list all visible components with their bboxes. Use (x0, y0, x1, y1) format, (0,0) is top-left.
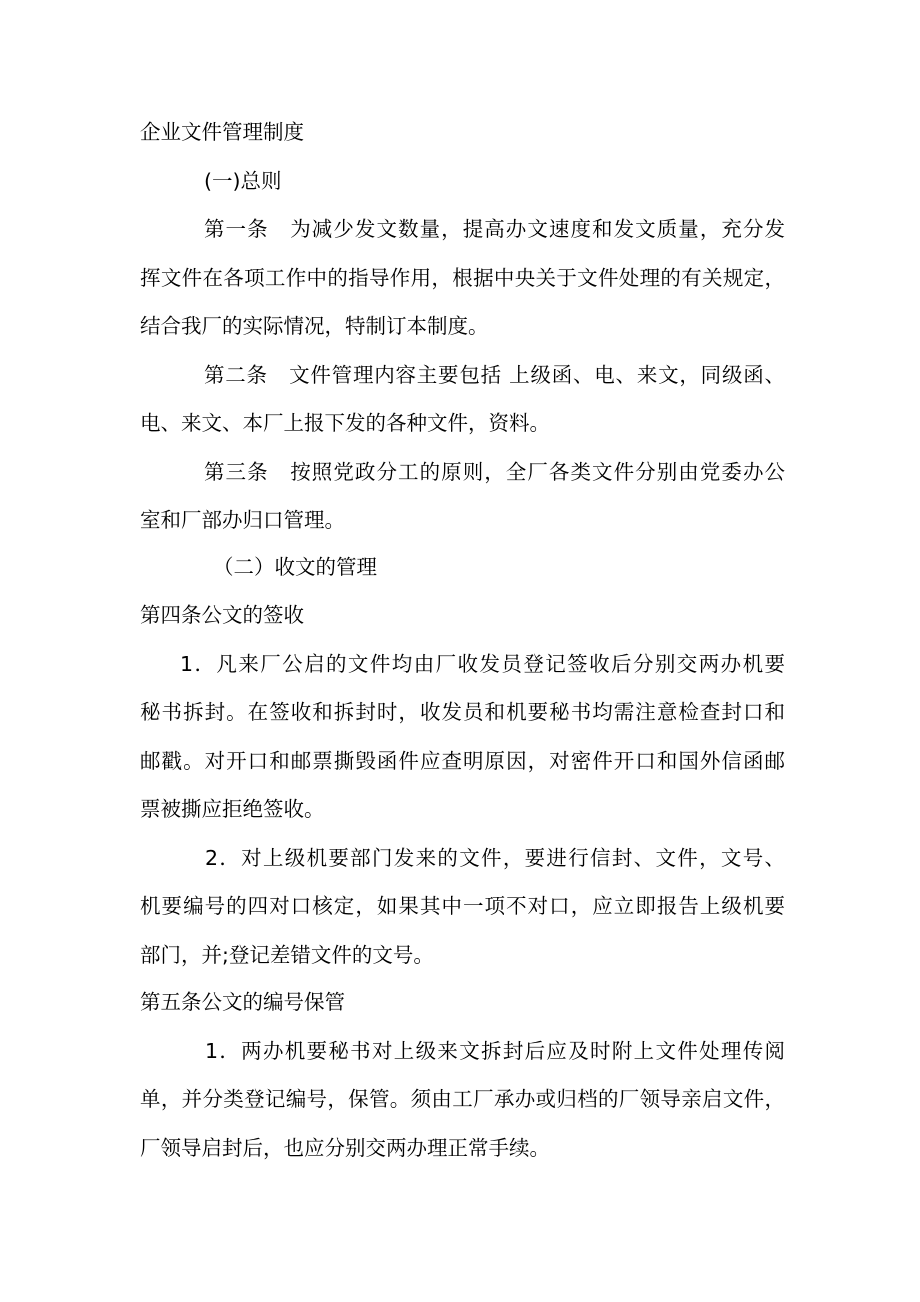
article-5-item-1-line-2: 单，并分类登记编号，保管。须由工厂承办或归档的厂领导亲启文件， (140, 1087, 785, 1111)
section-heading-general: (一)总则 (204, 169, 282, 193)
article-4-item-2-line-2: 机要编号的四对口核定，如果其中一项不对口，应立即报告上级机要 (140, 894, 785, 918)
article-3-line-1: 第三条 按照党政分工的原则，全厂各类文件分别由党委办公 (204, 460, 785, 484)
document-title: 企业文件管理制度 (140, 120, 304, 144)
article-4-item-1-line-1: 1．凡来厂公启的文件均由厂收发员登记签收后分别交两办机要 (180, 652, 785, 676)
article-2-line-2: 电、来文、本厂上报下发的各种文件，资料。 (140, 411, 550, 435)
article-4-heading: 第四条公文的签收 (140, 603, 304, 627)
article-5-heading: 第五条公文的编号保管 (140, 990, 345, 1014)
article-1-line-1: 第一条 为减少发文数量，提高办文速度和发文质量，充分发 (204, 217, 785, 241)
article-4-item-2-line-3: 部门，并;登记差错文件的文号。 (140, 943, 434, 967)
article-1-line-2: 挥文件在各项工作中的指导作用，根据中央关于文件处理的有关规定， (140, 266, 785, 290)
article-5-item-1-line-3: 厂领导启封后，也应分别交两办理正常手续。 (140, 1136, 550, 1160)
article-3-line-2: 室和厂部办归口管理。 (140, 508, 345, 532)
article-1-line-3: 结合我厂的实际情况，特制订本制度。 (140, 314, 489, 338)
article-4-item-1-line-3: 邮戳。对开口和邮票撕毁函件应查明原因，对密件开口和国外信函邮 (140, 749, 785, 773)
article-4-item-1-line-2: 秘书拆封。在签收和拆封时，收发员和机要秘书均需注意检查封口和 (140, 700, 785, 724)
article-4-item-2-line-1: 2．对上级机要部门发来的文件，要进行信封、文件，文号、 (205, 846, 785, 870)
article-4-item-1-line-4: 票被撕应拒绝签收。 (140, 797, 325, 821)
article-2-line-1: 第二条 文件管理内容主要包括 上级函、电、来文，同级函、 (204, 363, 785, 387)
section-heading-receiving: （二）收文的管理 (213, 555, 377, 579)
article-5-item-1-line-1: 1．两办机要秘书对上级来文拆封后应及时附上文件处理传阅 (205, 1039, 785, 1063)
